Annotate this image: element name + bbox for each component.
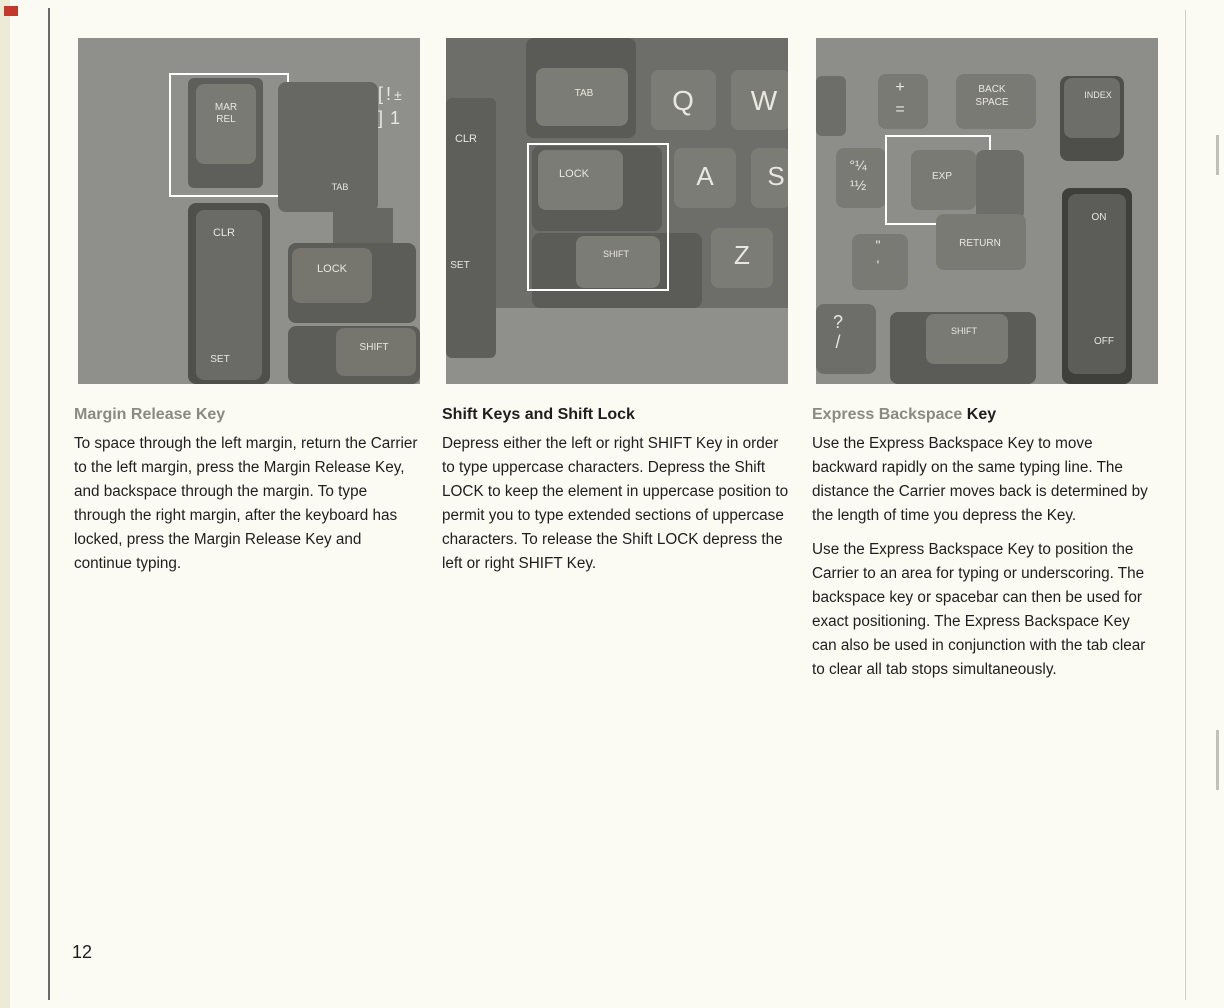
section-margin-release <box>74 404 420 586</box>
svg-text:?: ? <box>832 312 844 332</box>
section-shift-keys <box>442 404 792 586</box>
red-tab-marker <box>4 6 18 16</box>
key-label-z: Z <box>734 240 750 270</box>
key-label-w: W <box>750 85 778 116</box>
section-title: Shift Keys and Shift Lock <box>442 406 635 423</box>
key-label-lock: LOCK <box>317 263 347 275</box>
key-label-shift: SHIFT <box>603 249 629 259</box>
key-label-a: A <box>696 161 714 191</box>
svg-text:=: = <box>895 101 905 118</box>
section-paragraph: Depress either the left or right SHIFT Key in order to type uppercase characters. Depress the Shift LOCK to keep the element in uppercase position to permit you to type extended sections of uppercase characters. To release the Shift LOCK depress the left or right SHIFT Key. <box>442 435 789 572</box>
edge-mark <box>1216 135 1219 175</box>
key-label-rel: REL <box>216 114 236 125</box>
key-label-on: ON <box>1091 212 1107 223</box>
key-label-s: S <box>767 161 785 191</box>
key-label-exp: EXP <box>931 171 953 182</box>
svg-text:°¼: °¼ <box>849 157 867 173</box>
key-label-index: INDEX <box>1084 90 1112 100</box>
key-label-tab: TAB <box>574 88 594 99</box>
key-label-back: BACK <box>978 84 1006 95</box>
svg-text:[: [ <box>378 84 384 104</box>
key-label-tab: TAB <box>331 182 349 192</box>
key-label-return: RETURN <box>959 238 1001 249</box>
photo-express-backspace-key <box>816 38 1158 384</box>
svg-text:": " <box>875 237 881 253</box>
svg-text:1: 1 <box>390 108 401 128</box>
svg-text:±: ± <box>394 87 402 103</box>
key-label-mar: MAR <box>214 102 238 113</box>
svg-text:+: + <box>895 79 905 96</box>
section-paragraph: Use the Express Backspace Key to move backward rapidly on the same typing line. The distance the Carrier moves back is determined by the length of time you depress the Key. <box>812 435 1148 524</box>
key-label-lock: LOCK <box>559 168 589 180</box>
key-label-space: SPACE <box>975 97 1009 108</box>
key-label-clr: CLR <box>454 133 478 145</box>
page-binding-edge <box>0 0 10 1008</box>
section-paragraph: To space through the left margin, return the Carrier to the left margin, press the Margin Release Key, and backspace through the margin. To type through the right margin, after the keyboard has locked, press the Margin Release Key and continue typing. <box>74 435 418 572</box>
section-title: Express Backspace Key <box>812 406 997 423</box>
edge-mark <box>1216 730 1219 790</box>
key-label-q: Q <box>672 85 694 116</box>
svg-text:]: ] <box>378 108 384 128</box>
section-paragraph: Use the Express Backspace Key to position the Carrier to an area for typing or underscoring. The backspace key or spacebar can then be used for exact positioning. The Express Backspace Key can also be used in conjunction with the tab clear to clear all tab stops simultaneously. <box>812 541 1146 678</box>
svg-text:!: ! <box>386 84 392 104</box>
section-title: Margin Release Key <box>74 406 226 423</box>
page-right-edge <box>1185 10 1186 1000</box>
key-label-off: OFF <box>1094 336 1114 347</box>
section-express-backspace <box>812 404 1158 692</box>
key-label-shift: SHIFT <box>951 326 977 336</box>
key-label-clr: CLR <box>212 227 236 239</box>
key-label-set: SET <box>450 260 470 271</box>
key-label-set: SET <box>210 354 230 365</box>
photo-shift-keys <box>446 38 788 384</box>
photo-margin-release-key <box>78 38 420 384</box>
svg-text:': ' <box>876 257 880 273</box>
svg-text:¹½: ¹½ <box>849 177 867 193</box>
page-fold-line <box>48 8 50 1000</box>
svg-text:/: / <box>835 332 841 352</box>
page-number: 12 <box>72 942 93 962</box>
key-label-shift: SHIFT <box>359 342 389 353</box>
